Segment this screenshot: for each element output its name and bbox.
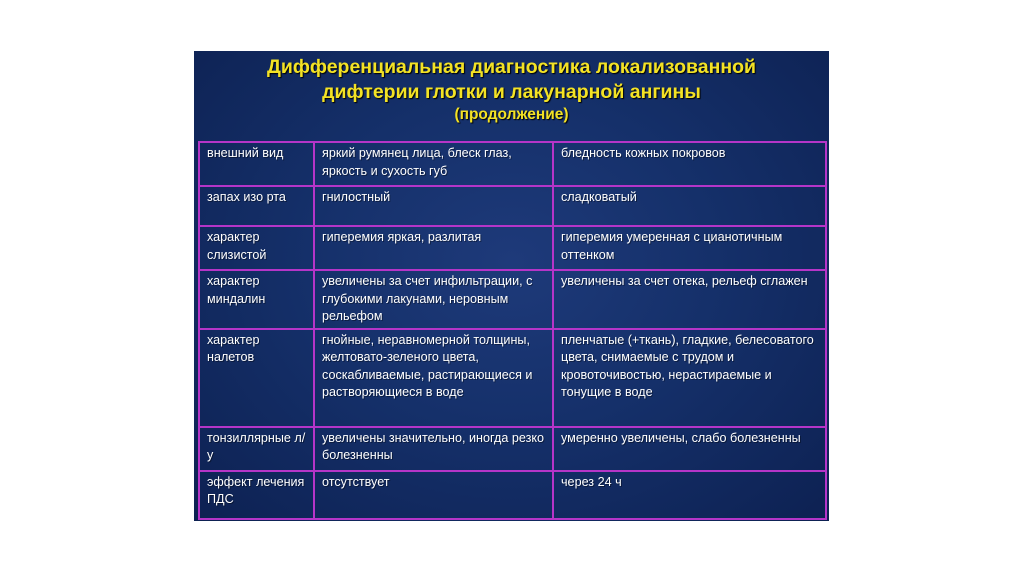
title-line-1: Дифференциальная диагностика локализованной — [266, 56, 757, 78]
comparison-table — [198, 141, 827, 520]
diphtheria-cell: гнилостный — [314, 186, 553, 226]
row-label: характер налетов — [199, 329, 314, 427]
diphtheria-cell: гнойные, неравномерной толщины, желтовато-зеленого цвета, соскабливаемые, растирающиеся и растворяющиеся в воде — [314, 329, 553, 427]
diphtheria-cell: гиперемия яркая, разлитая — [314, 226, 553, 270]
diphtheria-cell: отсутствует — [314, 471, 553, 519]
row-label: тонзиллярные л/у — [199, 427, 314, 471]
title-subtitle: (продолжение) — [454, 106, 569, 123]
table-row — [199, 270, 826, 329]
slide-title — [194, 55, 829, 125]
table-row — [199, 329, 826, 427]
diphtheria-cell: яркий румянец лица, блеск глаз, яркость и сухость губ — [314, 142, 553, 186]
diphtheria-cell: увеличены значительно, иногда резко болезненны — [314, 427, 553, 471]
table-row — [199, 471, 826, 519]
title-line-2: дифтерии глотки и лакунарной ангины — [322, 81, 701, 103]
row-label: внешний вид — [199, 142, 314, 186]
table-row — [199, 226, 826, 270]
angina-cell: бледность кожных покровов — [553, 142, 826, 186]
angina-cell: увеличены за счет отека, рельеф сглажен — [553, 270, 826, 329]
row-label: эффект лечения ПДС — [199, 471, 314, 519]
angina-cell: пленчатые (+ткань), гладкие, белесоватого цвета, снимаемые с трудом и кровоточивостью, нерастираемые и тонущие в воде — [553, 329, 826, 427]
angina-cell: умеренно увеличены, слабо болезненны — [553, 427, 826, 471]
diphtheria-cell: увеличены за счет инфильтрации, с глубокими лакунами, неровным рельефом — [314, 270, 553, 329]
angina-cell: через 24 ч — [553, 471, 826, 519]
table-row — [199, 186, 826, 226]
row-label: характер слизистой — [199, 226, 314, 270]
row-label: характер миндалин — [199, 270, 314, 329]
angina-cell: сладковатый — [553, 186, 826, 226]
slide — [194, 51, 829, 521]
table-row — [199, 142, 826, 186]
angina-cell: гиперемия умеренная с цианотичным оттенком — [553, 226, 826, 270]
table-row — [199, 427, 826, 471]
row-label: запах изо рта — [199, 186, 314, 226]
